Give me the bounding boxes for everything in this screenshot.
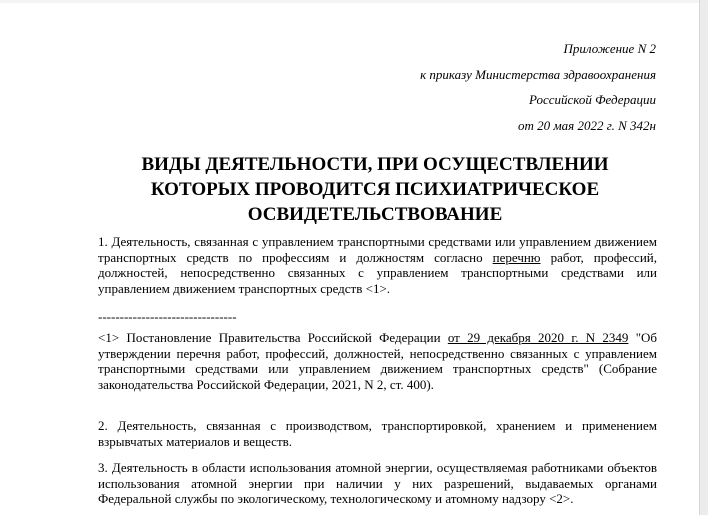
appendix-date: от 20 мая 2022 г. N 342н bbox=[518, 118, 656, 134]
title-line-2: КОТОРЫХ ПРОВОДИТСЯ ПСИХИАТРИЧЕСКОЕ bbox=[150, 179, 600, 200]
appendix-country: Российской Федерации bbox=[528, 92, 656, 108]
appendix-header bbox=[420, 36, 656, 139]
title-line-1: ВИДЫ ДЕЯТЕЛЬНОСТИ, ПРИ ОСУЩЕСТВЛЕНИИ bbox=[141, 154, 609, 175]
item-3-text: 3. Деятельность в области использования атомной энергии, осуществляемая работниками объектов использования атомной энергии при наличии у них разрешений, выдаваемых органами Федеральной службы по экологическому, технологическому и атомному надзору <2>. bbox=[98, 460, 657, 506]
appendix-order: к приказу Министерства здравоохранения bbox=[420, 66, 656, 82]
right-edge bbox=[699, 0, 708, 515]
appendix-number: Приложение N 2 bbox=[563, 41, 656, 56]
footnote-1-text-end: "Об утверждении перечня работ, профессий, должностей, непосредственно связанных с управлением транспортными средствами или управлением движением транспортных средств" (Собрание законодательства Российской Федерации, 2021, N 2, ст. 400). bbox=[98, 330, 657, 392]
item-2-text: 2. Деятельность, связанная с производством, транспортировкой, хранением и применением взрывчатых материалов и веществ. bbox=[98, 418, 657, 449]
item-1 bbox=[98, 234, 657, 296]
item-3 bbox=[98, 460, 657, 507]
document-title bbox=[75, 152, 675, 227]
footnote-separator: -------------------------------- bbox=[98, 309, 237, 324]
item-2 bbox=[98, 418, 657, 449]
item-1-text-end: работ, профессий, должностей, непосредственно связанных с управлением транспортными средствами или управлением движением транспортных средств <1>. bbox=[98, 249, 657, 296]
title-line-3: ОСВИДЕТЕЛЬСТВОВАНИЕ bbox=[247, 204, 503, 225]
footnote-1-text-start: <1> Постановление Правительства Российской Федерации bbox=[98, 330, 448, 345]
decree-link[interactable]: от 29 декабря 2020 г. N 2349 bbox=[447, 330, 629, 345]
perechen-link[interactable]: перечню bbox=[492, 249, 541, 265]
item-1-text-start: 1. Деятельность, связанная с управлением транспортными средствами или управлением движением транспортных средств по профессиям и должностям согласно bbox=[98, 234, 657, 265]
top-edge bbox=[0, 0, 700, 3]
footnote-1 bbox=[98, 330, 657, 392]
